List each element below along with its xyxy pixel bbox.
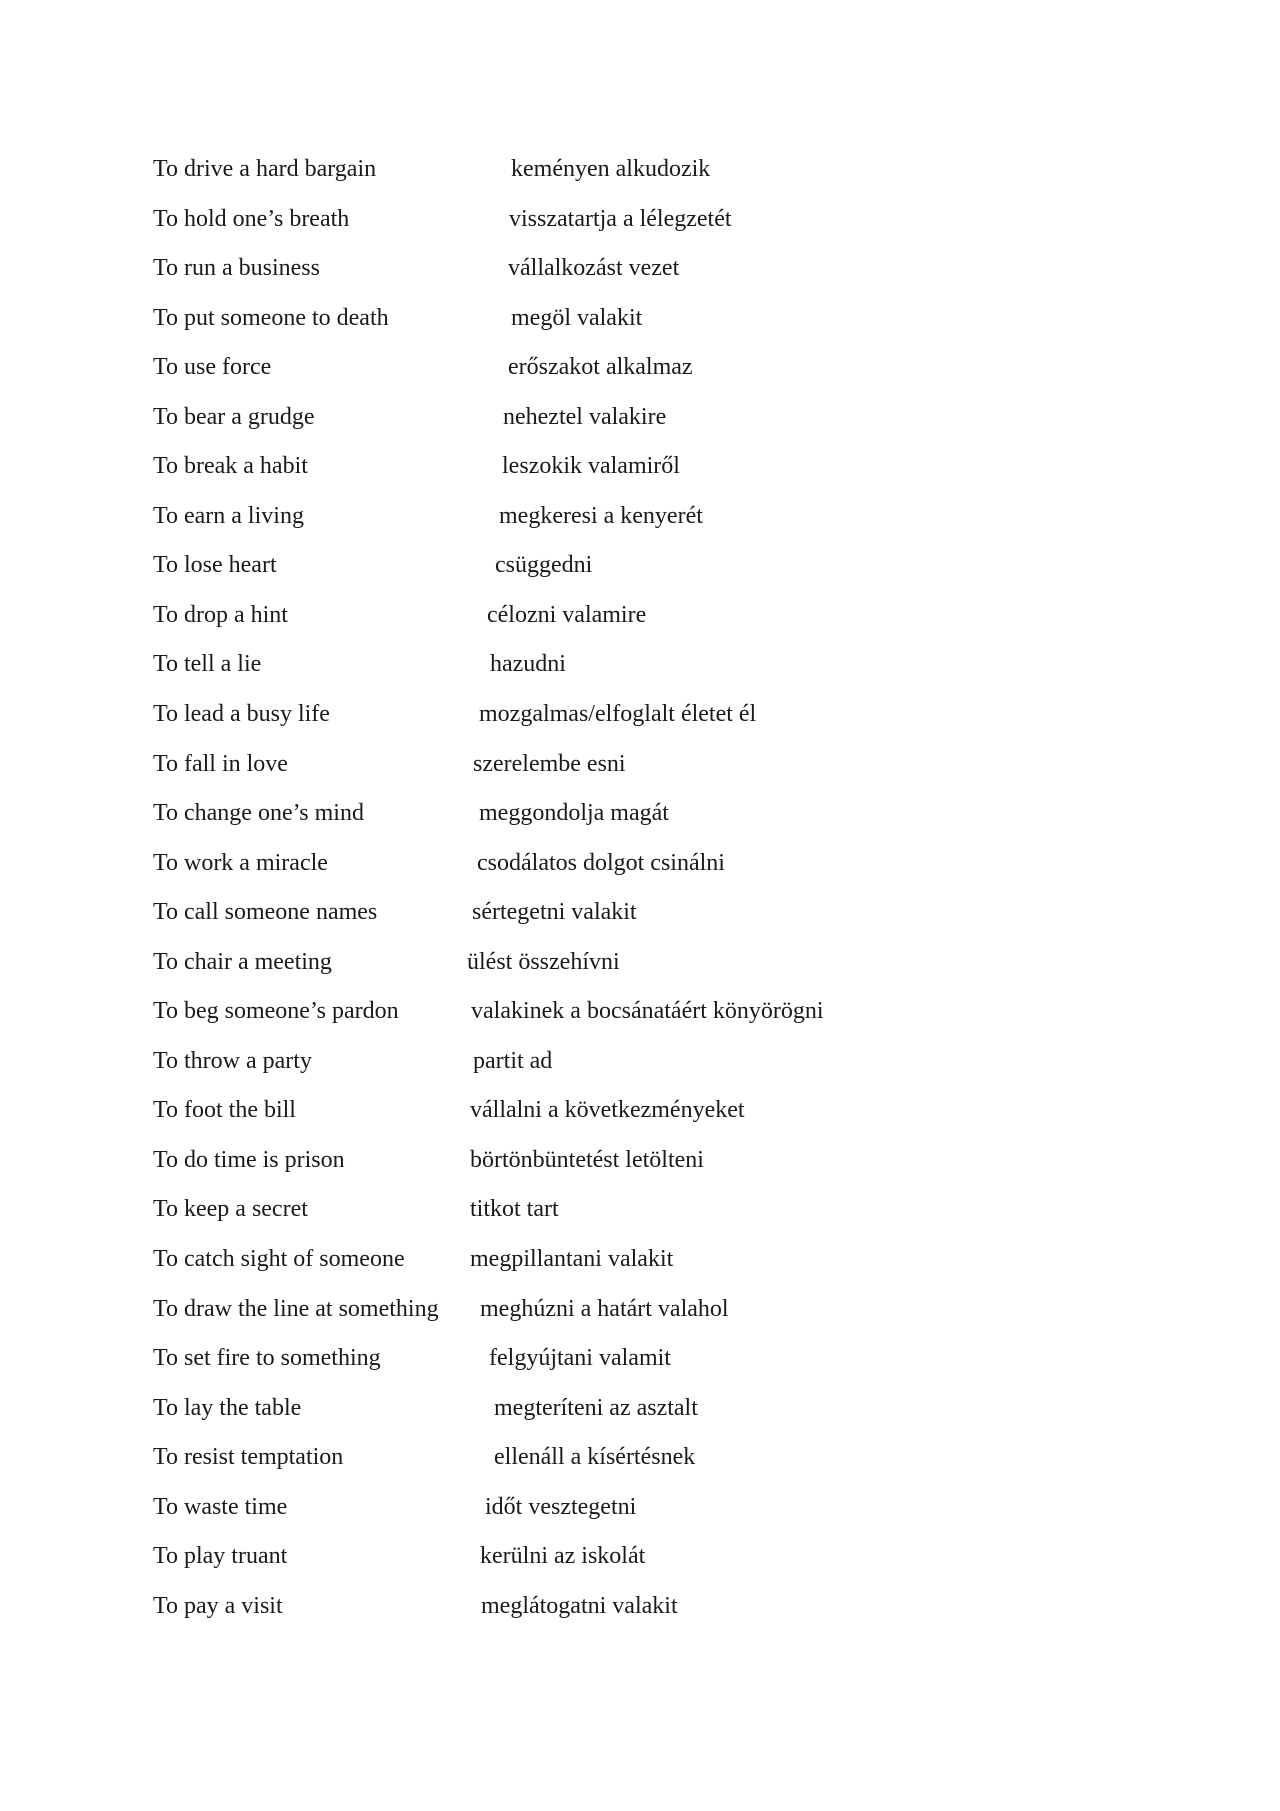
hungarian-translation: meglátogatni valakit <box>481 1592 678 1619</box>
vocab-row <box>153 301 1153 351</box>
vocab-row <box>153 598 1153 648</box>
hungarian-translation: meggondolja magát <box>479 800 669 827</box>
english-phrase: To drop a hint <box>153 601 288 628</box>
hungarian-translation: vállalkozást vezet <box>508 255 680 282</box>
vocabulary-list <box>153 152 1153 1638</box>
english-phrase: To earn a living <box>153 502 304 529</box>
vocab-row <box>153 449 1153 499</box>
vocab-row <box>153 747 1153 797</box>
vocab-row <box>153 1440 1153 1490</box>
english-phrase: To bear a grudge <box>153 403 315 430</box>
vocab-row <box>153 647 1153 697</box>
english-phrase: To work a miracle <box>153 849 328 876</box>
english-phrase: To put someone to death <box>153 304 389 331</box>
vocab-row <box>153 548 1153 598</box>
vocab-row <box>153 1192 1153 1242</box>
english-phrase: To set fire to something <box>153 1345 381 1372</box>
hungarian-translation: sértegetni valakit <box>472 899 637 926</box>
english-phrase: To break a habit <box>153 453 308 480</box>
hungarian-translation: szerelembe esni <box>473 750 626 777</box>
hungarian-translation: neheztel valakire <box>503 403 667 430</box>
hungarian-translation: keményen alkudozik <box>511 156 711 182</box>
hungarian-translation: partit ad <box>473 1047 553 1074</box>
hungarian-translation: hazudni <box>490 651 566 678</box>
english-phrase: To waste time <box>153 1493 288 1520</box>
vocab-row <box>153 251 1153 301</box>
english-phrase: To throw a party <box>153 1047 312 1074</box>
english-phrase: To foot the bill <box>153 1097 296 1124</box>
vocab-row <box>153 1242 1153 1292</box>
hungarian-translation: időt vesztegetni <box>485 1493 637 1520</box>
english-phrase: To pay a visit <box>153 1592 283 1619</box>
hungarian-translation: vállalni a következményeket <box>470 1097 745 1124</box>
hungarian-translation: erőszakot alkalmaz <box>508 354 693 381</box>
vocab-row <box>153 1044 1153 1094</box>
english-phrase: To fall in love <box>153 750 288 777</box>
vocab-row <box>153 796 1153 846</box>
hungarian-translation: csodálatos dolgot csinálni <box>477 849 725 876</box>
vocab-row <box>153 350 1153 400</box>
hungarian-translation: valakinek a bocsánatáért könyörögni <box>471 998 824 1025</box>
hungarian-translation: megöl valakit <box>511 304 643 331</box>
english-phrase: To resist temptation <box>153 1444 344 1471</box>
vocab-row <box>153 152 1153 202</box>
english-phrase: To change one’s mind <box>153 800 364 827</box>
hungarian-translation: ülést összehívni <box>467 948 620 975</box>
hungarian-translation: megpillantani valakit <box>470 1246 674 1273</box>
english-phrase: To catch sight of someone <box>153 1246 405 1273</box>
hungarian-translation: ellenáll a kísértésnek <box>494 1444 696 1471</box>
hungarian-translation: megkeresi a kenyerét <box>499 502 703 529</box>
english-phrase: To tell a lie <box>153 651 262 678</box>
english-phrase: To do time is prison <box>153 1146 345 1173</box>
vocab-row <box>153 1143 1153 1193</box>
vocab-row <box>153 846 1153 896</box>
english-phrase: To run a business <box>153 255 320 282</box>
hungarian-translation: felgyújtani valamit <box>489 1345 671 1372</box>
vocab-row <box>153 1093 1153 1143</box>
hungarian-translation: leszokik valamiről <box>502 453 680 480</box>
hungarian-translation: célozni valamire <box>487 601 647 628</box>
hungarian-translation: titkot tart <box>470 1196 559 1223</box>
vocab-row <box>153 945 1153 995</box>
english-phrase: To keep a secret <box>153 1196 308 1223</box>
hungarian-translation: megteríteni az asztalt <box>494 1394 698 1421</box>
english-phrase: To chair a meeting <box>153 948 332 975</box>
english-phrase: To lose heart <box>153 552 277 579</box>
english-phrase: To call someone names <box>153 899 378 926</box>
hungarian-translation: kerülni az iskolát <box>480 1543 646 1570</box>
vocab-row <box>153 1539 1153 1589</box>
vocab-row <box>153 1341 1153 1391</box>
vocab-row <box>153 697 1153 747</box>
english-phrase: To hold one’s breath <box>153 205 350 232</box>
english-phrase: To beg someone’s pardon <box>153 998 399 1025</box>
hungarian-translation: mozgalmas/elfoglalt életet él <box>479 701 757 728</box>
english-phrase: To play truant <box>153 1543 288 1570</box>
vocab-row <box>153 994 1153 1044</box>
vocab-row <box>153 895 1153 945</box>
hungarian-translation: visszatartja a lélegzetét <box>509 205 732 232</box>
vocab-row <box>153 202 1153 252</box>
vocab-row <box>153 400 1153 450</box>
vocab-row <box>153 1292 1153 1342</box>
vocab-row <box>153 1589 1153 1639</box>
vocab-row <box>153 1391 1153 1441</box>
english-phrase: To lay the table <box>153 1394 302 1421</box>
english-phrase: To drive a hard bargain <box>153 156 377 182</box>
english-phrase: To lead a busy life <box>153 701 330 728</box>
english-phrase: To use force <box>153 354 272 381</box>
hungarian-translation: börtönbüntetést letölteni <box>470 1146 704 1173</box>
vocab-row <box>153 1490 1153 1540</box>
hungarian-translation: csüggedni <box>495 552 593 579</box>
vocab-row <box>153 499 1153 549</box>
hungarian-translation: meghúzni a határt valahol <box>480 1295 729 1322</box>
english-phrase: To draw the line at something <box>153 1295 439 1322</box>
